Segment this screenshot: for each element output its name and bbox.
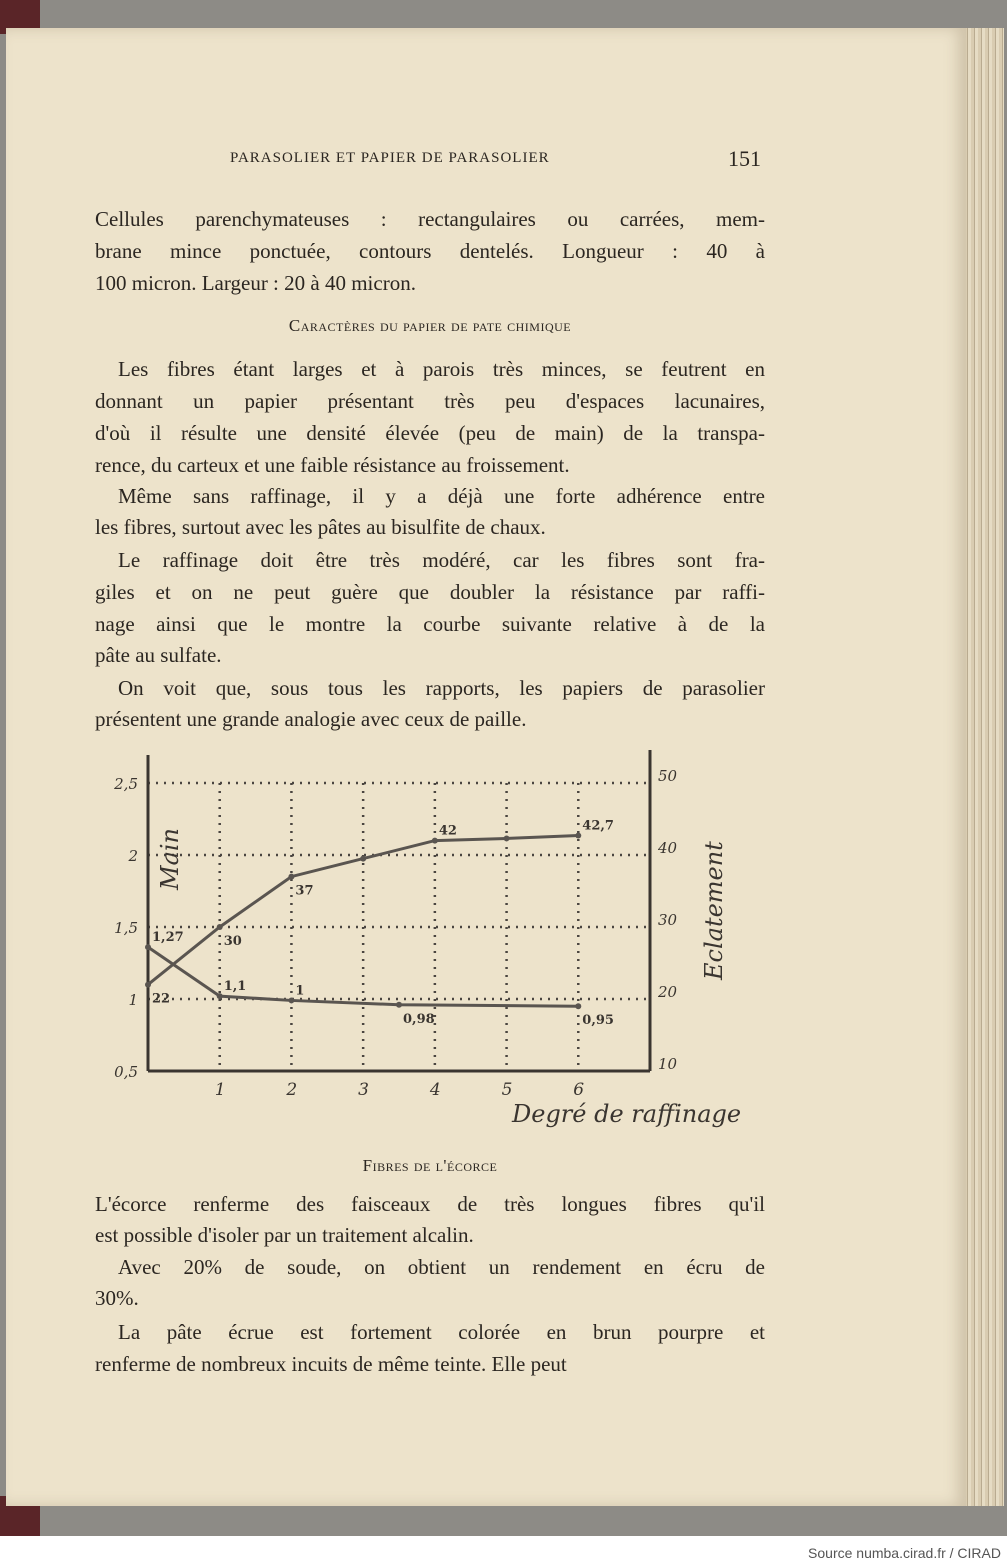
y-right-tick-label: 50 xyxy=(658,767,678,785)
data-label: 22 xyxy=(152,991,171,1007)
y-left-tick-label: 2 xyxy=(128,847,138,865)
text-line: Les fibres étant larges et à parois très minces, se feutrent en xyxy=(118,357,765,381)
x-axis-title: Degré de raffinage xyxy=(512,1100,742,1128)
x-tick-label: 4 xyxy=(429,1080,441,1100)
text-line: La pâte écrue est fortement colorée en brun pourpre et xyxy=(118,1320,765,1344)
data-label: 37 xyxy=(295,883,314,899)
data-point xyxy=(217,993,223,999)
running-title: PARASOLIER ET PAPIER DE PARASOLIER xyxy=(230,150,550,166)
source-footer: Source numba.cirad.fr / CIRAD xyxy=(808,1545,1001,1561)
text-line: 30%. xyxy=(95,1286,139,1310)
x-tick-label: 6 xyxy=(573,1080,585,1100)
data-point xyxy=(288,874,294,880)
text-line: nage ainsi que le montre la courbe suivante relative à de la xyxy=(95,612,765,636)
y-left-tick-label: 1 xyxy=(128,991,138,1009)
y-right-axis-title: Eclatement xyxy=(700,841,728,980)
data-label: 42 xyxy=(438,823,457,839)
x-tick-label: 3 xyxy=(358,1080,369,1100)
text-line: est possible d'isoler par un traitement alcalin. xyxy=(95,1223,474,1247)
text-line: giles et on ne peut guère que doubler la résistance par raffi- xyxy=(95,580,765,604)
data-label: 42,7 xyxy=(582,818,614,834)
data-point xyxy=(145,944,151,950)
data-label: 1,1 xyxy=(223,979,247,995)
section-heading: Fibres de l'écorce xyxy=(362,1156,498,1175)
text-line: présentent une grande analogie avec ceux de paille. xyxy=(95,707,527,731)
page-number: 151 xyxy=(728,146,761,171)
text-line: On voit que, sous tous les rapports, les papiers de parasolier xyxy=(118,676,765,700)
x-tick-label: 1 xyxy=(214,1080,226,1100)
text-line: Avec 20% de soude, on obtient un rendement en écru de xyxy=(118,1255,765,1279)
y-right-tick-label: 20 xyxy=(658,983,678,1001)
y-left-tick-label: 1,5 xyxy=(114,919,138,937)
text-line: L'écorce renferme des faisceaux de très longues fibres qu'il xyxy=(95,1192,765,1216)
data-label: 1 xyxy=(295,983,305,999)
data-point xyxy=(217,924,223,930)
text-line: rence, du carteux et une faible résistance au froissement. xyxy=(95,453,570,477)
text-line: donnant un papier présentant très peu d'espaces lacunaires, xyxy=(95,389,765,413)
text-line: renferme de nombreux incuits de même teinte. Elle peut xyxy=(95,1352,567,1376)
y-left-axis-title: Main xyxy=(156,827,184,890)
data-point xyxy=(288,997,294,1003)
y-right-tick-label: 30 xyxy=(658,911,678,929)
data-label: 0,95 xyxy=(582,1013,614,1029)
text-line: d'où il résulte une densité élevée (peu de main) de la transpa- xyxy=(95,421,765,445)
x-tick-label: 2 xyxy=(286,1080,298,1100)
data-label: 1,27 xyxy=(152,930,184,946)
data-point xyxy=(504,835,510,841)
section-heading: Caractères du papier de pate chimique xyxy=(288,316,572,335)
text-line: Cellules parenchymateuses : rectangulaires ou carrées, mem- xyxy=(95,207,765,231)
data-point xyxy=(396,1002,402,1008)
text-line: Le raffinage doit être très modéré, car les fibres sont fra- xyxy=(118,548,765,572)
text-line: les fibres, surtout avec les pâtes au bisulfite de chaux. xyxy=(95,515,546,539)
data-point xyxy=(145,982,151,988)
x-tick-label: 5 xyxy=(501,1080,513,1100)
data-label: 0,98 xyxy=(403,1011,435,1027)
y-left-tick-label: 2,5 xyxy=(114,775,138,793)
data-point xyxy=(432,838,438,844)
data-point xyxy=(360,856,366,862)
text-line: 100 micron. Largeur : 20 à 40 micron. xyxy=(95,271,416,295)
text-line: brane mince ponctuée, contours dentelés. Longueur : 40 à xyxy=(95,239,765,263)
data-label: 30 xyxy=(223,934,242,949)
text-line: Même sans raffinage, il y a déjà une forte adhérence entre xyxy=(118,484,765,508)
y-right-tick-label: 40 xyxy=(658,839,678,857)
y-right-tick-label: 10 xyxy=(658,1055,678,1073)
data-point xyxy=(575,833,581,839)
y-left-tick-label: 0,5 xyxy=(114,1063,138,1081)
text-line: pâte au sulfate. xyxy=(95,643,222,667)
data-point xyxy=(575,1003,581,1009)
